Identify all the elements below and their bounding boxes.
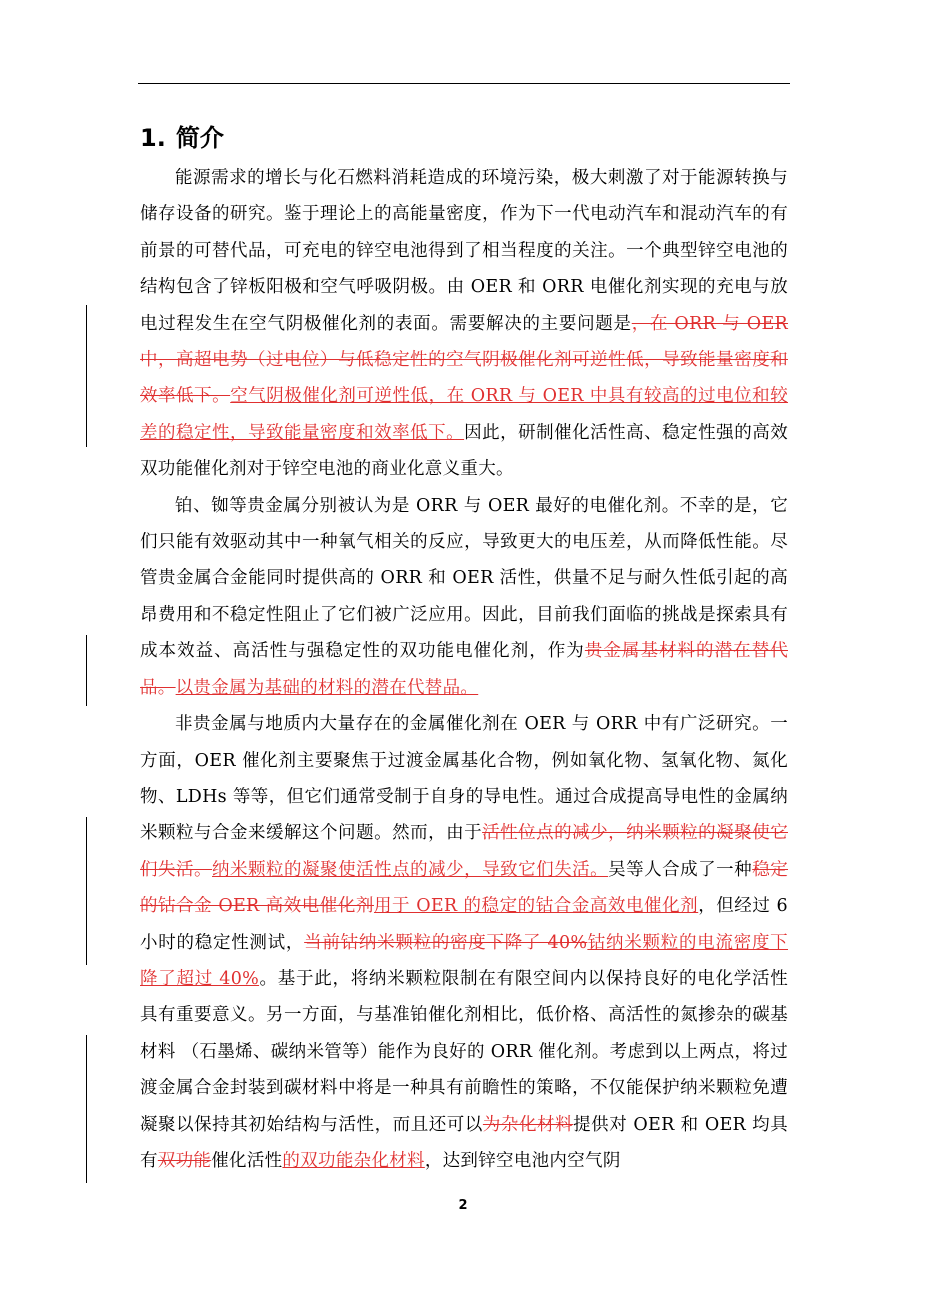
inserted-text: 的双功能杂化材料 [282,1150,425,1171]
text-run: ，但经过 6 小时的稳定性测试， [140,896,788,953]
text-run: 非贵金属与地质内大量存在的金属催化剂在 OER 与 ORR 中有广泛研究。一方面，OER 催化剂主要聚焦于过渡金属基化合物，例如氧化物、氢氧化物、氮化物、LDHs 等等，但它们通常受制于自身的导电性。通过合成提高导电性的金属纳米颗粒与合金来缓解这个问题。然而，由于 [140,714,788,844]
inserted-text: 钴纳米颗粒的电流密度下降了超过 40% [140,932,788,989]
inserted-text: 纳米颗粒的凝聚使活性点的减少，导致它们失活。 [212,859,609,880]
deleted-text: 为杂化材料 [482,1114,574,1135]
text-run: 。基于此，将纳米颗粒限制在有限空间内以保持良好的电化学活性具有重要意义。另一方面，与基准铂催化剂相比，低价格、高活性的氮掺杂的碳基材料 （石墨烯、碳纳米管等）能作为良好的 ORR 催化剂。考虑到以上两点，将过渡金属合金封装到碳材料中将是一种具有前瞻性的策略，不仅能保护纳米颗粒免遭凝聚以保持其初始结构与活性，而且还可以 [140,968,789,1135]
deleted-text: 活性位点的减少，纳米颗粒的凝聚使它们失活。 [140,823,788,880]
revision-change-bar [86,817,87,965]
revision-change-bar [86,1035,87,1183]
revision-change-bar [86,635,87,706]
document-body [140,160,788,1179]
deleted-text: 稳定的钴合金 OER 高效电催化剂 [140,859,788,917]
inserted-text: 用于 OER 的稳定的钴合金高效电催化剂 [373,896,699,917]
text-run: 能源需求的增长与化石燃料消耗造成的环境污染，极大刺激了对于能源转换与储存设备的研究。鉴于理论上的高能量密度，作为下一代电动汽车和混动汽车的有前景的可替代品，可充电的锌空电池得到了相当程度的关注。一个典型锌空电池的结构包含了锌板阳极和空气呼吸阴极。由 OER 和 ORR 电催化剂实现的充电与放电过程发生在空气阴极催化剂的表面。需要解决的主要问题是 [140,168,788,334]
body-paragraph [140,160,788,488]
header-rule [138,83,790,84]
body-paragraph [140,488,788,706]
section-heading [140,118,224,158]
text-run: 铂、铷等贵金属分别被认为是 ORR 与 OER 最好的电催化剂。不幸的是，它们只能有效驱动其中一种氧气相关的反应，导致更大的电压差，从而降低性能。尽管贵金属合金能同时提供高的 ORR 和 OER 活性，供量不足与耐久性低引起的高昂费用和不稳定性阻止了它们被广泛应用。因此，目前我们面临的挑战是探索具有成本效益、高活性与强稳定性的双功能电催化剂，作为 [140,495,788,662]
inserted-text: 以贵金属为基础的材料的潜在代替品。 [175,677,479,698]
text-run: 吴等人合成了一种 [608,859,753,880]
deleted-text: 当前钴纳米颗粒的密度下降了 40% [304,932,588,953]
revision-change-bar [86,305,87,447]
inserted-text: 空气阴极催化剂可逆性低，在 ORR 与 OER 中具有较高的过电位和较差的稳定性，导致能量密度和效率低下。 [140,386,789,443]
deleted-text: 双功能 [157,1150,212,1171]
text-run: 催化活性 [211,1150,283,1171]
section-title: 简介 [175,124,224,152]
body-paragraph [140,706,788,1179]
page-number: 2 [458,1198,468,1213]
deleted-text: ，在 ORR 与 OER 中，高超电势（过电位）与低稳定性的空气阴极催化剂可逆性低，导致能量密度和效率低下。 [140,313,788,407]
text-run: 因此，研制催化活性高、稳定性强的高效双功能催化剂对于锌空电池的商业化意义重大。 [140,422,788,480]
text-run: 提供对 OER 和 OER 均具有 [140,1114,788,1171]
section-number: 1. [140,124,166,152]
text-run: ，达到锌空电池内空气阴 [424,1150,621,1171]
deleted-text: 贵金属基材料的潜在替代品。 [140,641,788,698]
